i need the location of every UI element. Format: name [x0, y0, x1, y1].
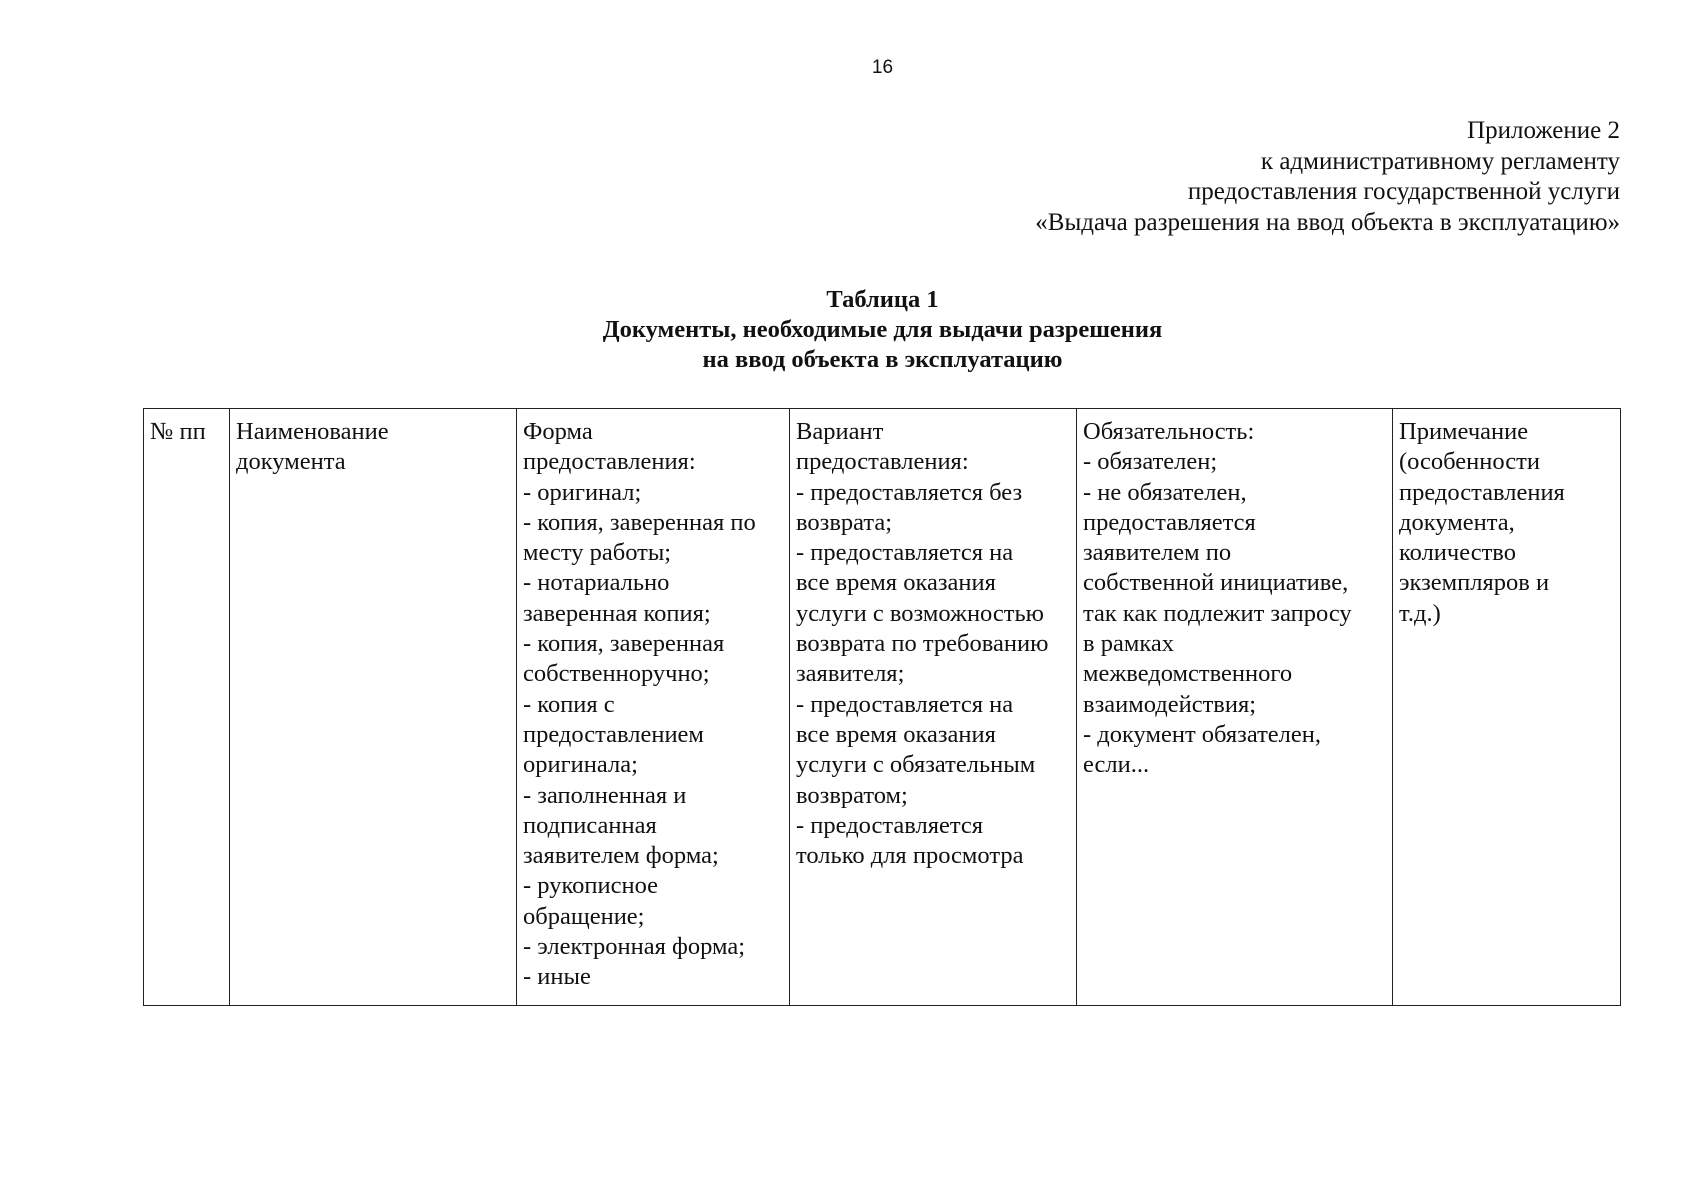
cell-line: документа	[236, 448, 346, 476]
cell-line: - обязателен;	[1083, 448, 1218, 476]
header-cell-obligation	[1077, 409, 1393, 1006]
header-cell-number	[144, 409, 230, 1006]
cell-line: Форма	[523, 418, 593, 445]
cell-line: - оригинал;	[523, 478, 642, 506]
table-caption	[0, 285, 1698, 375]
appendix-line: Приложение 2	[1467, 117, 1620, 144]
cell-line: - предоставляется без	[796, 478, 1023, 506]
cell-line: возвратом;	[796, 781, 908, 809]
cell-line: - электронная форма;	[523, 933, 746, 961]
table-title-line: на ввод объекта в эксплуатацию	[702, 346, 1063, 373]
cell-line: услуги с обязательным	[796, 751, 1036, 779]
cell-line: № пп	[150, 418, 206, 445]
cell-line: оригинала;	[523, 751, 638, 779]
cell-line: - предоставляется на	[796, 690, 1014, 718]
cell-line: количество	[1399, 539, 1516, 567]
cell-line: только для просмотра	[796, 842, 1024, 870]
page-number: 16	[871, 57, 894, 78]
table-title-line: Документы, необходимые для выдачи разрешения	[602, 316, 1163, 343]
cell-line: предоставления:	[796, 448, 969, 476]
cell-line: собственной инициативе,	[1083, 569, 1349, 597]
cell-line: если...	[1083, 751, 1150, 779]
cell-line: - копия, заверенная	[523, 630, 725, 658]
cell-line: - иные	[523, 963, 591, 991]
cell-line: месту работы;	[523, 539, 672, 567]
appendix-block	[1035, 116, 1620, 238]
cell-line: Обязательность:	[1083, 418, 1255, 445]
cell-line: Примечание	[1399, 418, 1529, 445]
cell-line: все время оказания	[796, 569, 996, 597]
cell-line: все время оказания	[796, 720, 996, 748]
cell-line: документа,	[1399, 508, 1515, 536]
cell-line: - нотариально	[523, 569, 670, 597]
cell-line: межведомственного	[1083, 660, 1293, 688]
cell-line: заявителем по	[1083, 539, 1232, 567]
cell-line: - копия с	[523, 690, 615, 718]
table-header-row	[144, 409, 1621, 1006]
cell-line: т.д.)	[1399, 599, 1441, 627]
cell-line: предоставлением	[523, 720, 704, 748]
cell-line: в рамках	[1083, 630, 1174, 658]
cell-line: - предоставляется	[796, 811, 984, 839]
cell-line: - документ обязателен,	[1083, 720, 1322, 748]
cell-line: - копия, заверенная по	[523, 508, 756, 536]
cell-line: - заполненная и	[523, 781, 687, 809]
cell-line: взаимодействия;	[1083, 690, 1257, 718]
cell-line: так как подлежит запросу	[1083, 599, 1352, 627]
header-cell-form	[517, 409, 790, 1006]
cell-line: возврата;	[796, 508, 893, 536]
cell-line: подписанная	[523, 811, 657, 839]
appendix-line: к административному регламенту	[1260, 147, 1620, 175]
cell-line: заявителем форма;	[523, 842, 719, 870]
cell-line: заверенная копия;	[523, 599, 711, 627]
cell-line: - предоставляется на	[796, 539, 1014, 567]
cell-line: собственноручно;	[523, 660, 710, 688]
table-number: Таблица 1	[826, 286, 939, 313]
cell-line: - рукописное	[523, 872, 659, 900]
appendix-line: «Выдача разрешения на ввод объекта в эксплуатацию»	[1035, 208, 1620, 236]
cell-line: экземпляров и	[1399, 569, 1550, 597]
header-cell-note	[1393, 409, 1621, 1006]
cell-line: (особенности	[1399, 448, 1540, 476]
header-cell-document-name	[230, 409, 517, 1006]
appendix-line: предоставления государственной услуги	[1187, 178, 1620, 205]
cell-line: возврата по требованию	[796, 630, 1049, 658]
cell-line: Наименование	[236, 418, 389, 445]
cell-line: предоставления	[1399, 478, 1565, 506]
cell-line: - не обязателен,	[1083, 478, 1247, 506]
cell-line: предоставления:	[523, 448, 696, 476]
documents-table	[143, 408, 1621, 1006]
header-cell-variant	[790, 409, 1077, 1006]
cell-line: заявителя;	[796, 660, 905, 688]
cell-line: Вариант	[796, 418, 884, 445]
cell-line: услуги с возможностью	[796, 599, 1044, 627]
cell-line: предоставляется	[1083, 508, 1256, 536]
cell-line: обращение;	[523, 902, 645, 930]
